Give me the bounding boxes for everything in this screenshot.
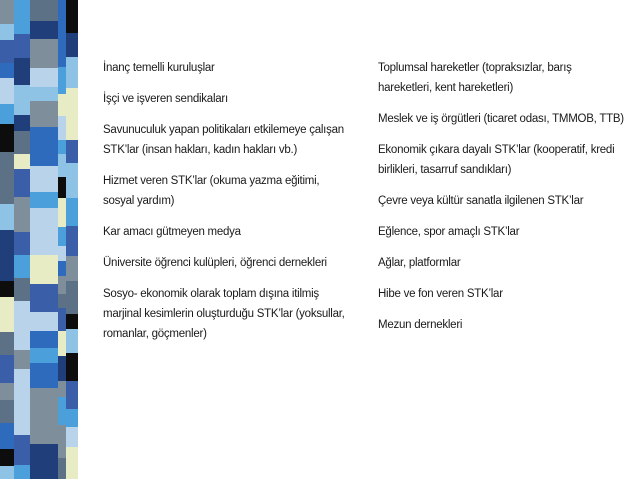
stripe-block [0, 176, 14, 204]
stripe-block [0, 40, 14, 63]
stripe-block [58, 331, 66, 356]
stripe-block [30, 142, 58, 166]
decorative-stripe-band [0, 0, 78, 479]
stripe-block [58, 140, 66, 154]
stripe-block [14, 301, 30, 320]
stripe-block [30, 464, 58, 479]
stripe-block [30, 241, 58, 255]
stripe-block [58, 0, 66, 19]
left-list [103, 58, 353, 355]
stripe-block [14, 320, 30, 350]
stripe-block [14, 34, 30, 58]
stripe-block [58, 276, 66, 294]
stripe-block [30, 166, 58, 192]
stripe-block [30, 363, 58, 388]
stripe-block [66, 57, 78, 88]
stripe-block [30, 208, 58, 241]
stripe-block [0, 230, 14, 247]
stripe-block [66, 353, 78, 381]
stripe-block [30, 312, 58, 331]
stripe-block [0, 78, 14, 104]
stripe-block [30, 284, 58, 312]
stripe-block [14, 85, 30, 115]
stripe-block [66, 140, 78, 163]
stripe-block [14, 278, 30, 301]
stripe-block [66, 314, 78, 329]
stripe-block [66, 381, 78, 409]
stripe-block [0, 152, 14, 176]
stripe-block [30, 87, 58, 101]
stripe-block [0, 281, 14, 297]
stripe-block [0, 104, 14, 124]
stripe-block [66, 256, 78, 281]
stripe-block [14, 369, 30, 401]
stripe-block [30, 192, 58, 208]
stripe-block [58, 67, 66, 94]
list-item: Kar amacı gütmeyen medya [103, 226, 241, 238]
stripe-block [0, 124, 14, 152]
list-item: Üniversite öğrenci kulüpleri, öğrenci dernekleri [103, 257, 327, 269]
stripe-block [66, 447, 78, 479]
stripe-block [58, 381, 66, 397]
stripe-block [66, 226, 78, 256]
stripe-column [30, 0, 58, 479]
list-item: Savunuculuk yapan politikaları etkilemeye çalışan STK’lar (insan hakları, kadın hakları vb.) [103, 124, 344, 156]
stripe-block [30, 348, 58, 363]
stripe-block [14, 58, 30, 85]
stripe-block [14, 401, 30, 435]
stripe-block [58, 116, 66, 140]
stripe-block [66, 88, 78, 113]
stripe-block [14, 0, 30, 15]
stripe-column [58, 0, 66, 479]
list-item: Ekonomik çıkara dayalı STK’lar (kooperatif, kredi birlikleri, tasarruf sandıkları) [378, 144, 615, 176]
stripe-block [66, 281, 78, 314]
stripe-block [14, 465, 30, 479]
stripe-block [30, 388, 58, 420]
stripe-block [0, 466, 14, 479]
stripe-block [58, 177, 66, 198]
stripe-block [14, 350, 30, 369]
stripe-block [58, 154, 66, 177]
stripe-block [30, 68, 58, 87]
list-item: Hizmet veren STK’lar (okuma yazma eğitimi, sosyal yardım) [103, 175, 320, 207]
stripe-block [58, 294, 66, 308]
stripe-block [0, 0, 14, 24]
stripe-block [14, 255, 30, 278]
stripe-block [58, 198, 66, 227]
stripe-block [14, 169, 30, 197]
stripe-block [58, 425, 66, 458]
stripe-column [0, 0, 14, 479]
stripe-column [14, 0, 30, 479]
stripe-block [66, 0, 78, 33]
stripe-block [58, 308, 66, 331]
list-item: Meslek ve iş örgütleri (ticaret odası, TMMOB, TTB) [378, 113, 624, 125]
stripe-block [58, 458, 66, 479]
stripe-block [30, 127, 58, 142]
stripe-block [0, 400, 14, 423]
stripe-block [30, 331, 58, 348]
stripe-block [58, 246, 66, 261]
stripe-block [0, 24, 14, 40]
list-item: İnanç temelli kuruluşlar [103, 62, 215, 74]
stripe-block [30, 0, 58, 21]
stripe-block [58, 261, 66, 276]
stripe-block [0, 355, 14, 383]
stripe-block [0, 332, 14, 355]
stripe-block [66, 427, 78, 447]
stripe-block [0, 449, 14, 466]
list-item: Eğlence, spor amaçlı STK’lar [378, 226, 520, 238]
stripe-block [0, 247, 14, 281]
list-item: İşçi ve işveren sendikaları [103, 93, 228, 105]
stripe-block [30, 255, 58, 284]
list-item: Toplumsal hareketler (topraksızlar, barış hareketleri, kent hareketleri) [378, 62, 572, 94]
stripe-block [30, 21, 58, 39]
stripe-block [14, 197, 30, 232]
list-item: Hibe ve fon veren STK’lar [378, 288, 503, 300]
stripe-block [66, 329, 78, 353]
stripe-block [66, 198, 78, 226]
stripe-block [58, 19, 66, 50]
stripe-block [58, 227, 66, 246]
stripe-block [14, 15, 30, 34]
stripe-block [0, 383, 14, 400]
stripe-block [14, 435, 30, 465]
stripe-block [58, 356, 66, 381]
stripe-block [30, 420, 58, 444]
stripe-block [14, 115, 30, 131]
stripe-block [58, 94, 66, 116]
stripe-column [66, 0, 78, 479]
stripe-block [30, 444, 58, 464]
stripe-block [58, 50, 66, 67]
list-item: Çevre veya kültür sanatla ilgilenen STK’lar [378, 195, 584, 207]
stripe-block [0, 63, 14, 78]
stripe-block [14, 154, 30, 169]
list-item: Sosyo- ekonomik olarak toplam dışına itilmiş marjinal kesimlerin oluşturduğu STK’lar (yoksullar, romanlar, göçmenler) [103, 288, 345, 340]
stripe-block [66, 409, 78, 427]
stripe-block [0, 204, 14, 230]
stripe-block [66, 113, 78, 140]
list-item: Mezun dernekleri [378, 319, 463, 331]
stripe-block [30, 39, 58, 68]
right-list [378, 58, 628, 346]
list-item: Ağlar, platformlar [378, 257, 461, 269]
stripe-block [0, 423, 14, 449]
stripe-block [14, 131, 30, 154]
stripe-block [66, 163, 78, 198]
stripe-block [66, 33, 78, 57]
stripe-block [14, 232, 30, 255]
stripe-block [30, 101, 58, 127]
stripe-block [0, 297, 14, 332]
stripe-block [58, 397, 66, 425]
